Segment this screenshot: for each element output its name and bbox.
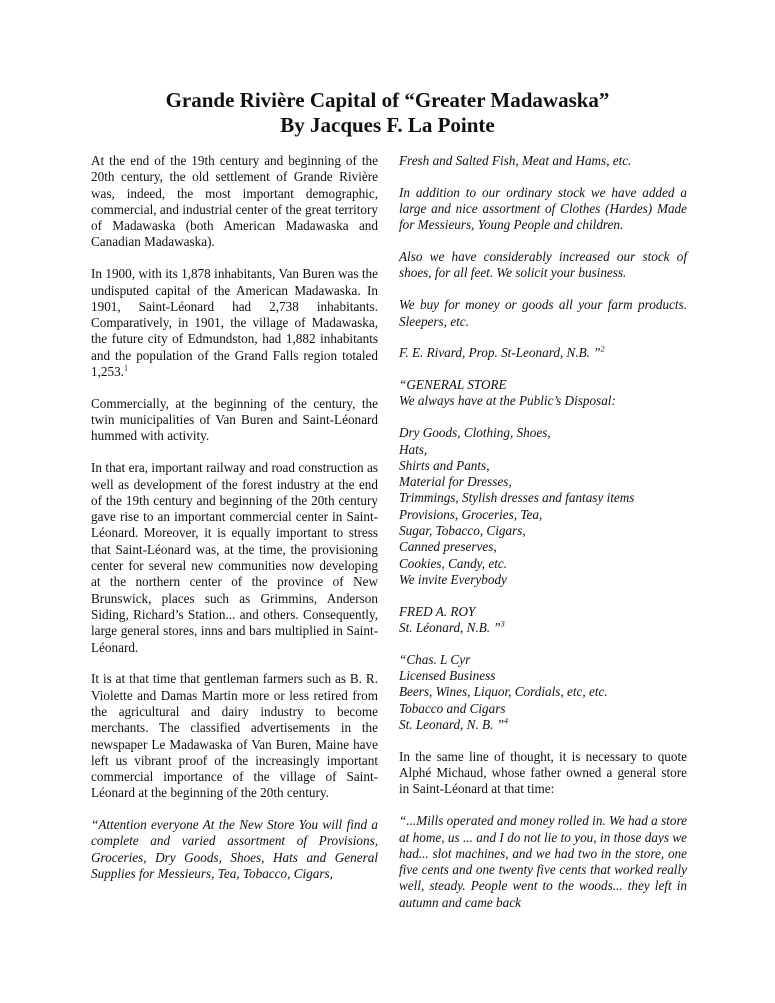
- advertisement-signature: [399, 604, 687, 637]
- quoted-advertisement: We buy for money or goods all your farm products. Sleepers, etc.: [399, 297, 687, 329]
- list-item: We invite Everybody: [399, 571, 507, 587]
- list-item: Canned preserves,: [399, 539, 497, 555]
- paragraph: At the end of the 19th century and beginning of the 20th century, the old settlement of Grande Rivière was, indeed, the most important demographic, commercial, and industrial center of the great territory of Madawaska (both American Madawaska and Canadian Madawaska).: [91, 153, 378, 250]
- general-store-ad-header: [399, 377, 687, 410]
- list-item: Material for Dresses,: [399, 474, 512, 490]
- ad-line: Licensed Business: [399, 668, 496, 684]
- quoted-testimony: “...Mills operated and money rolled in. We had a store at home, us ... and I do not lie to you, in those days we had... slot machines, and we had two in the store, one five cents and one twenty five cents that worked really well, steady. People went to the woods... they left in autumn and came back: [399, 813, 687, 910]
- advertisement-signature: F. E. Rivard, Prop. St-Leonard, N.B. ”$^2$: [399, 344, 605, 361]
- ad-line: “GENERAL STORE: [399, 377, 507, 393]
- list-item: Cookies, Candy, etc.: [399, 555, 508, 571]
- list-item: Provisions, Groceries, Tea,: [399, 506, 543, 522]
- paragraph: It is at that time that gentleman farmers such as B. R. Violette and Damas Martin more or less retired from the agricultural and dairy industry to become merchants. The classified advertisements in the newspaper Le Madawaska of Van Buren, Maine have left us vibrant proof of the increasingly important commercial importance of the village of Saint-Léonard at the beginning of the 20th century.: [91, 671, 378, 801]
- paragraph: Commercially, at the beginning of the century, the twin municipalities of Van Buren and Saint-Léonard hummed with activity.: [91, 395, 378, 444]
- ad-line: “Chas. L Cyr: [399, 651, 471, 667]
- ad-line: St. Léonard, N.B. ”$^3$: [399, 619, 505, 636]
- footnote-ref: 4: [504, 716, 509, 726]
- title-line: Grande Rivière Capital of “Greater Madawaska”: [165, 88, 610, 112]
- liquor-store-ad: [399, 652, 687, 733]
- author-byline: By Jacques F. La Pointe: [280, 113, 495, 137]
- goods-list: [399, 425, 687, 588]
- footnote-ref: 2: [600, 344, 605, 354]
- left-column: [91, 153, 378, 898]
- ad-line: We always have at the Public’s Disposal:: [399, 393, 616, 409]
- list-item: Dry Goods, Clothing, Shoes,: [399, 425, 551, 441]
- quoted-advertisement: In addition to our ordinary stock we have added a large and nice assortment of Clothes (Hardes) Made for Messieurs, Young People and children.: [399, 184, 687, 233]
- list-item: Trimmings, Stylish dresses and fantasy items: [399, 490, 635, 506]
- ad-line: St. Leonard, N. B. ”$^4$: [399, 716, 509, 733]
- ad-line: Beers, Wines, Liquor, Cordials, etc, etc.: [399, 684, 608, 700]
- footnote-ref: 3: [500, 619, 505, 629]
- paragraph: In that era, important railway and road construction as well as development of the forest industry at the end of the 19th century and beginning of the 20th century gave rise to an important commercial center in Saint-Léonard. Moreover, it is equally important to stress that Saint-Léonard was, at the time, the provisioning center for several new communities now developing at the northern center of the province of New Brunswick, places such as Grimmins, Anderson Siding, Richard’s Station... and others. Consequently, large general stores, inns and bars multiplied in Saint-Léonard.: [91, 460, 378, 655]
- ad-line: FRED A. ROY: [399, 603, 476, 619]
- list-item: Shirts and Pants,: [399, 457, 490, 473]
- list-item: Sugar, Tobacco, Cigars,: [399, 523, 526, 539]
- ad-line: Tobacco and Cigars: [399, 700, 506, 716]
- list-item: Hats,: [399, 441, 428, 457]
- quoted-advertisement: “Attention everyone At the New Store You will find a complete and varied assortment of Provisions, Groceries, Dry Goods, Shoes, Hats and General Supplies for Messieurs, Tea, Tobacco, Cigars,: [91, 817, 378, 882]
- quoted-advertisement: Fresh and Salted Fish, Meat and Hams, etc.: [399, 153, 632, 168]
- right-column: [399, 153, 687, 926]
- document-title: [0, 88, 775, 138]
- footnote-ref: 1: [123, 363, 128, 373]
- quoted-advertisement: Also we have considerably increased our stock of shoes, for all feet. We solicit your business.: [399, 249, 687, 281]
- paragraph: In the same line of thought, it is necessary to quote Alphé Michaud, whose father owned a general store in Saint-Léonard at that time:: [399, 748, 687, 797]
- paragraph: In 1900, with its 1,878 inhabitants, Van Buren was the undisputed capital of the American Madawaska. In 1901, Saint-Léonard had 2,738 inhabitants. Comparatively, in 1901, the village of Madawaska, the future city of Edmundston, had 1,882 inhabitants and the population of the Grand Falls region totaled 1,253.$^1$: [91, 266, 378, 380]
